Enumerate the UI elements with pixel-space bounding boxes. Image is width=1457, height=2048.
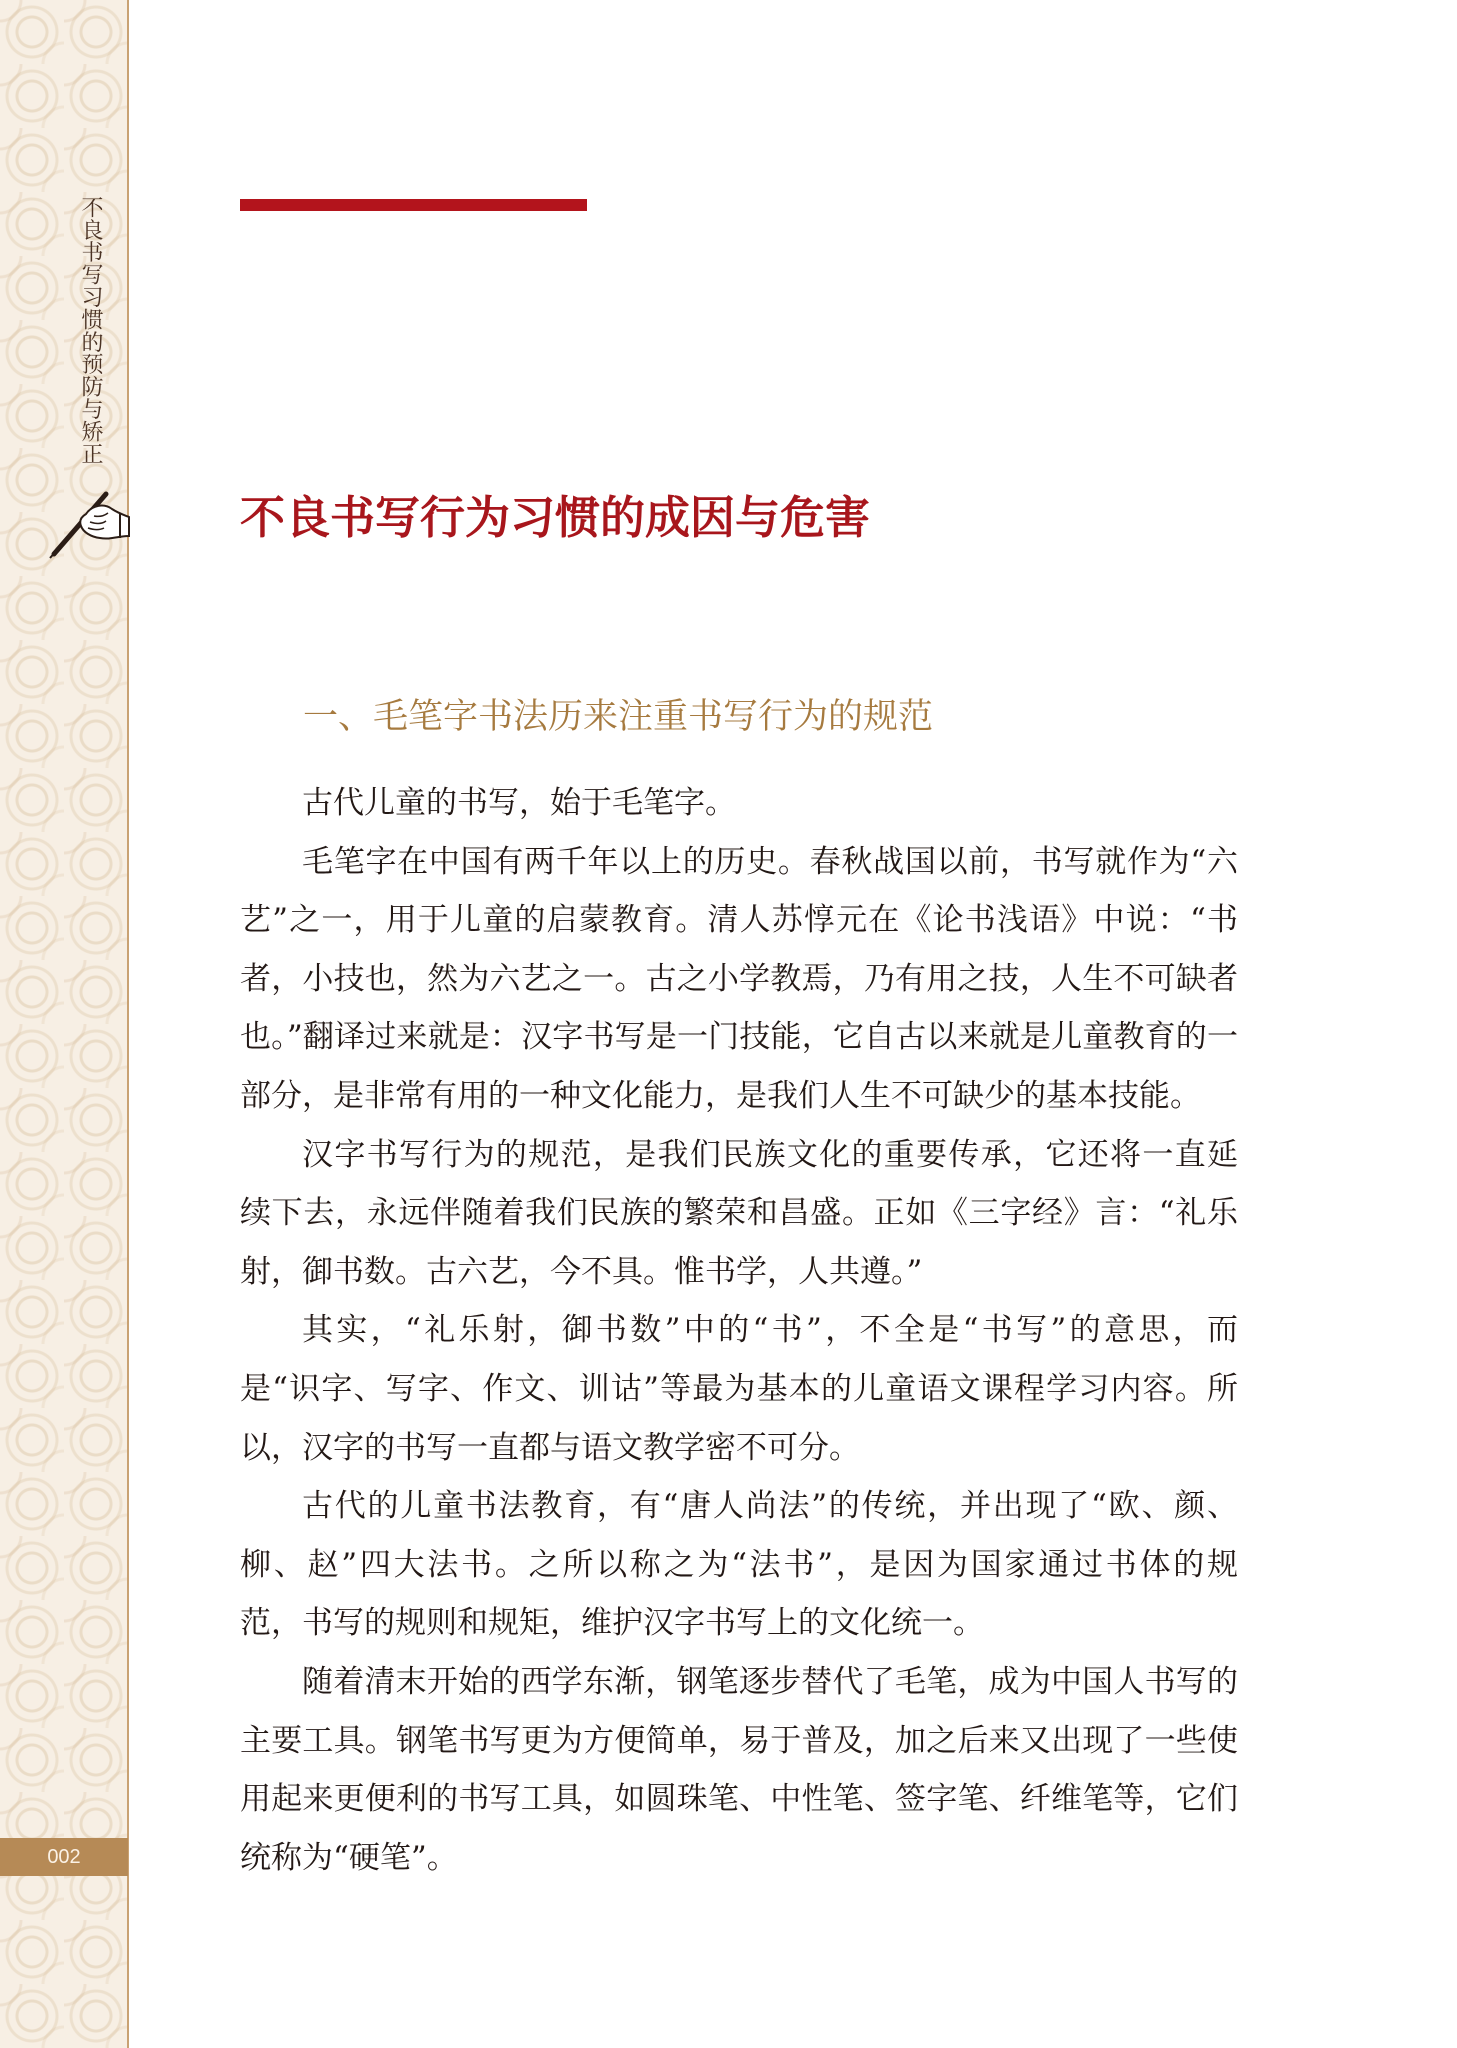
body-line: 其实，“礼乐射，御书数”中的“书”，不全是“书写”的意思，而: [302, 1312, 1242, 1349]
page-number: 002: [0, 1838, 128, 1876]
body-line: 艺”之一，用于儿童的启蒙教育。清人苏惇元在《论书浅语》中说：“书: [240, 902, 1240, 939]
body-text: [240, 774, 1242, 1887]
body-line: 也。”翻译过来就是：汉字书写是一门技能，它自古以来就是儿童教育的一: [240, 1019, 1239, 1056]
section-heading: 一、毛笔字书法历来注重书写行为的规范: [303, 697, 934, 737]
body-line: 主要工具。钢笔书写更为方便简单，易于普及，加之后来又出现了一些使: [240, 1722, 1239, 1759]
body-line: 随着清末开始的西学东渐，钢笔逐步替代了毛笔，成为中国人书写的: [302, 1663, 1239, 1700]
body-line: 用起来更便利的书写工具，如圆珠笔、中性笔、签字笔、纤维笔等，它们: [240, 1781, 1239, 1818]
body-line: 柳、赵”四大法书。之所以称之为“法书”，是因为国家通过书体的规: [240, 1546, 1241, 1583]
body-line: 部分，是非常有用的一种文化能力，是我们人生不可缺少的基本技能。: [240, 1077, 1201, 1114]
paragraph: [240, 1653, 1238, 1887]
body-line: 汉字书写行为的规范，是我们民族文化的重要传承，它还将一直延: [302, 1136, 1240, 1173]
paragraph: [240, 1477, 1241, 1653]
body-line: 古代的儿童书法教育，有“唐人尚法”的传统，并出现了“欧、颜、: [302, 1488, 1240, 1525]
sidebar-strip: [0, 0, 129, 2048]
paragraph: [240, 774, 1238, 833]
body-line: 古代儿童的书写，始于毛笔字。: [302, 785, 736, 821]
body-line: 统称为“硬笔”。: [240, 1839, 458, 1876]
body-line: 以，汉字的书写一直都与语文教学密不可分。: [240, 1429, 860, 1466]
body-line: 毛笔字在中国有两千年以上的历史。春秋战国以前，书写就作为“六: [302, 843, 1239, 880]
chapter-accent-bar: [240, 199, 587, 211]
body-line: 范，书写的规则和规矩，维护汉字书写上的文化统一。: [240, 1605, 984, 1642]
body-line: 续下去，永远伴随着我们民族的繁荣和昌盛。正如《三字经》言：“礼乐: [240, 1195, 1239, 1232]
paragraph: [240, 1301, 1242, 1477]
pen-hand-icon: [46, 482, 130, 560]
body-line: 是“识字、写字、作文、训诂”等最为基本的儿童语文课程学习内容。所: [240, 1370, 1240, 1407]
body-line: 者，小技也，然为六艺之一。古之小学教焉，乃有用之技，人生不可缺者: [240, 960, 1239, 997]
running-title: 不良书写习惯的预防与矫正: [78, 196, 103, 465]
chapter-title: 不良书写行为习惯的成因与危害: [240, 491, 871, 544]
paragraph: [240, 1126, 1238, 1302]
paragraph: [240, 833, 1238, 1126]
body-line: 射，御书数。古六艺，今不具。惟书学，人共遵。”: [240, 1253, 923, 1290]
